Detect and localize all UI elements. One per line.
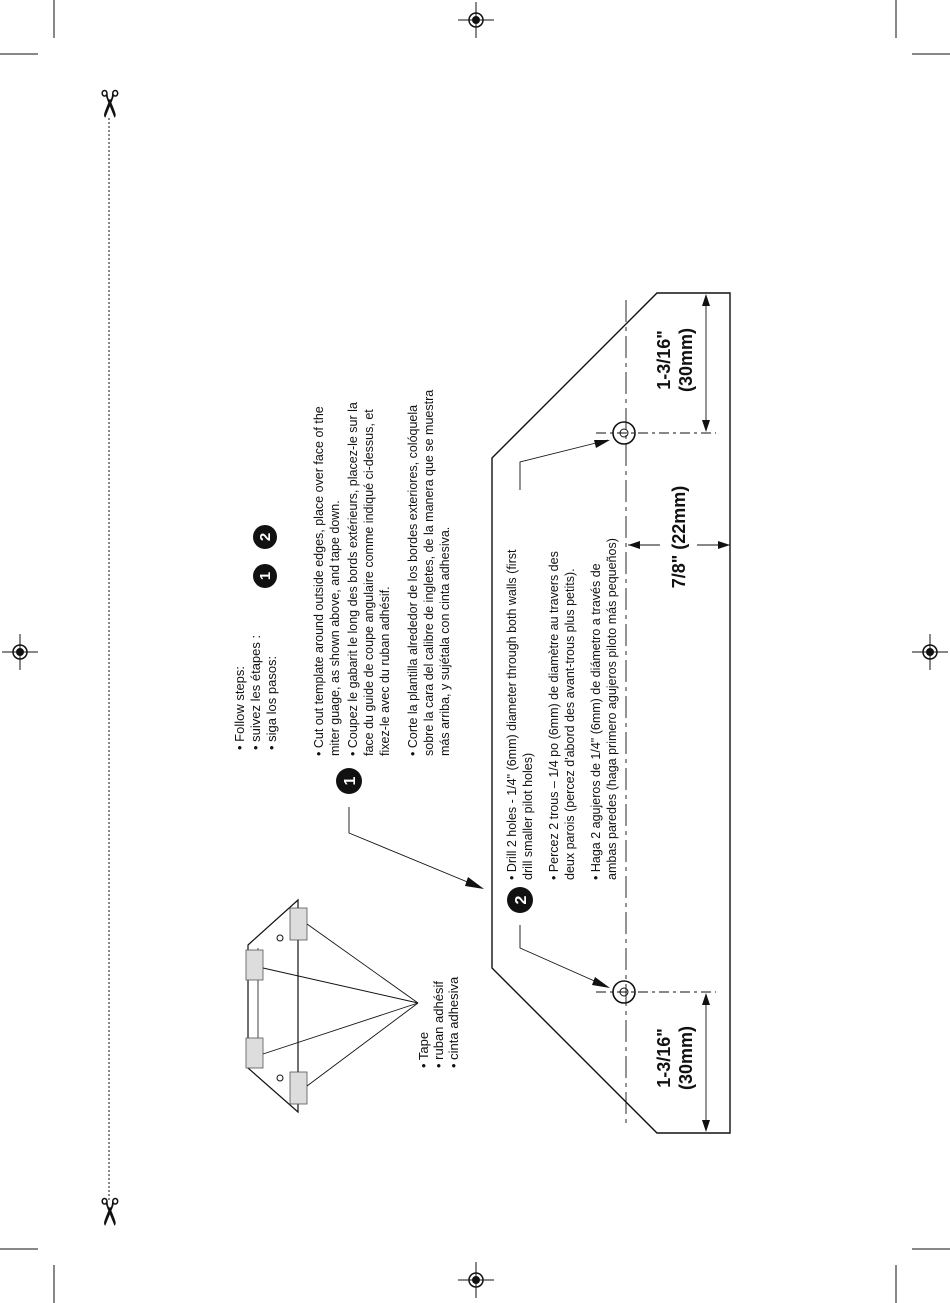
registration-mark-left <box>2 634 38 670</box>
step1-line: face du guide de coupe angulaire comme indiqué ci-dessus, et <box>362 409 376 756</box>
arrowhead-icon <box>465 877 484 889</box>
step-badge-1 <box>253 564 277 588</box>
step2-line: • Haga 2 agujeros de 1/4" (6mm) de diámetro a través de <box>589 563 603 880</box>
svg-text:1: 1 <box>257 571 274 581</box>
tape-label-fr: • ruban adhésif <box>431 981 446 1068</box>
tape-label-es: • cinta adhesiva <box>446 976 461 1068</box>
svg-text:✂: ✂ <box>87 1196 129 1228</box>
step1-line: • Cut out template around outside edges, place over face of the <box>312 406 326 756</box>
step2-line: drill smaller pilot holes) <box>521 752 535 880</box>
dimension-label: 1-3/16" <box>654 1028 674 1088</box>
step1-leader-line <box>349 807 482 888</box>
svg-text:2: 2 <box>513 895 530 905</box>
tape-strip-icon <box>290 908 307 940</box>
scissors-icon <box>87 88 129 120</box>
steps-header-en: • Follow steps: <box>232 665 247 750</box>
tape-strip-icon <box>246 1038 263 1068</box>
registration-mark-bottom <box>458 1262 494 1298</box>
step2-badge <box>507 887 533 913</box>
steps-header-fr: • suivez les étapes : <box>248 634 263 750</box>
step2-line: • Drill 2 holes - 1/4" (6mm) diameter through both walls (first <box>505 549 519 880</box>
dimension-label: (30mm) <box>676 327 696 393</box>
step2-line: ambas paredes (haga primero agujeros piloto más pequeños) <box>605 538 619 880</box>
dimension-label: (30mm) <box>676 1025 696 1091</box>
step-badge-2 <box>253 525 277 549</box>
registration-mark-right <box>912 634 948 670</box>
registration-mark-top <box>458 2 494 38</box>
step2-line: • Percez 2 trous – 1/4 po (6mm) de diamètre au travers des <box>547 551 561 880</box>
hole-marker <box>277 1075 283 1081</box>
hole-marker <box>277 935 283 941</box>
dimension-label: 7/8" (22mm) <box>669 485 689 589</box>
step1-line: • Corte la plantilla alrededor de los bordes exteriores, colóquela <box>406 404 420 756</box>
steps-header <box>232 525 279 750</box>
step1-line: más arriba, y sujétala con cinta adhesiva. <box>438 526 452 756</box>
svg-text:2: 2 <box>257 532 274 542</box>
step1-line: • Coupez le gabarit le long des bords extérieurs, placez-le sur la <box>346 402 360 756</box>
step1-line: sobre la cara del calibre de ingletes, de la manera que se muestra <box>422 389 436 756</box>
step2-line: deux parois (percez d'abord des avant-trous plus petits). <box>563 568 577 880</box>
dimension-label: 1-3/16" <box>654 330 674 390</box>
tape-strip-icon <box>246 950 263 980</box>
step1-instructions <box>312 390 484 889</box>
tape-label <box>416 976 461 1068</box>
tape-strip-icon <box>290 1072 307 1104</box>
step1-badge <box>336 768 362 794</box>
step1-line: miter guage, as shown above, and tape down. <box>328 500 342 756</box>
steps-header-es: • siga los pasos: <box>264 655 279 750</box>
svg-text:1: 1 <box>342 776 359 786</box>
scissors-icon <box>87 1196 129 1228</box>
step1-line: fixez-le avec du ruban adhésif. <box>378 586 392 756</box>
tape-label-en: • Tape <box>416 1031 431 1068</box>
svg-text:✂: ✂ <box>87 88 129 120</box>
mounting-illustration <box>246 900 418 1112</box>
